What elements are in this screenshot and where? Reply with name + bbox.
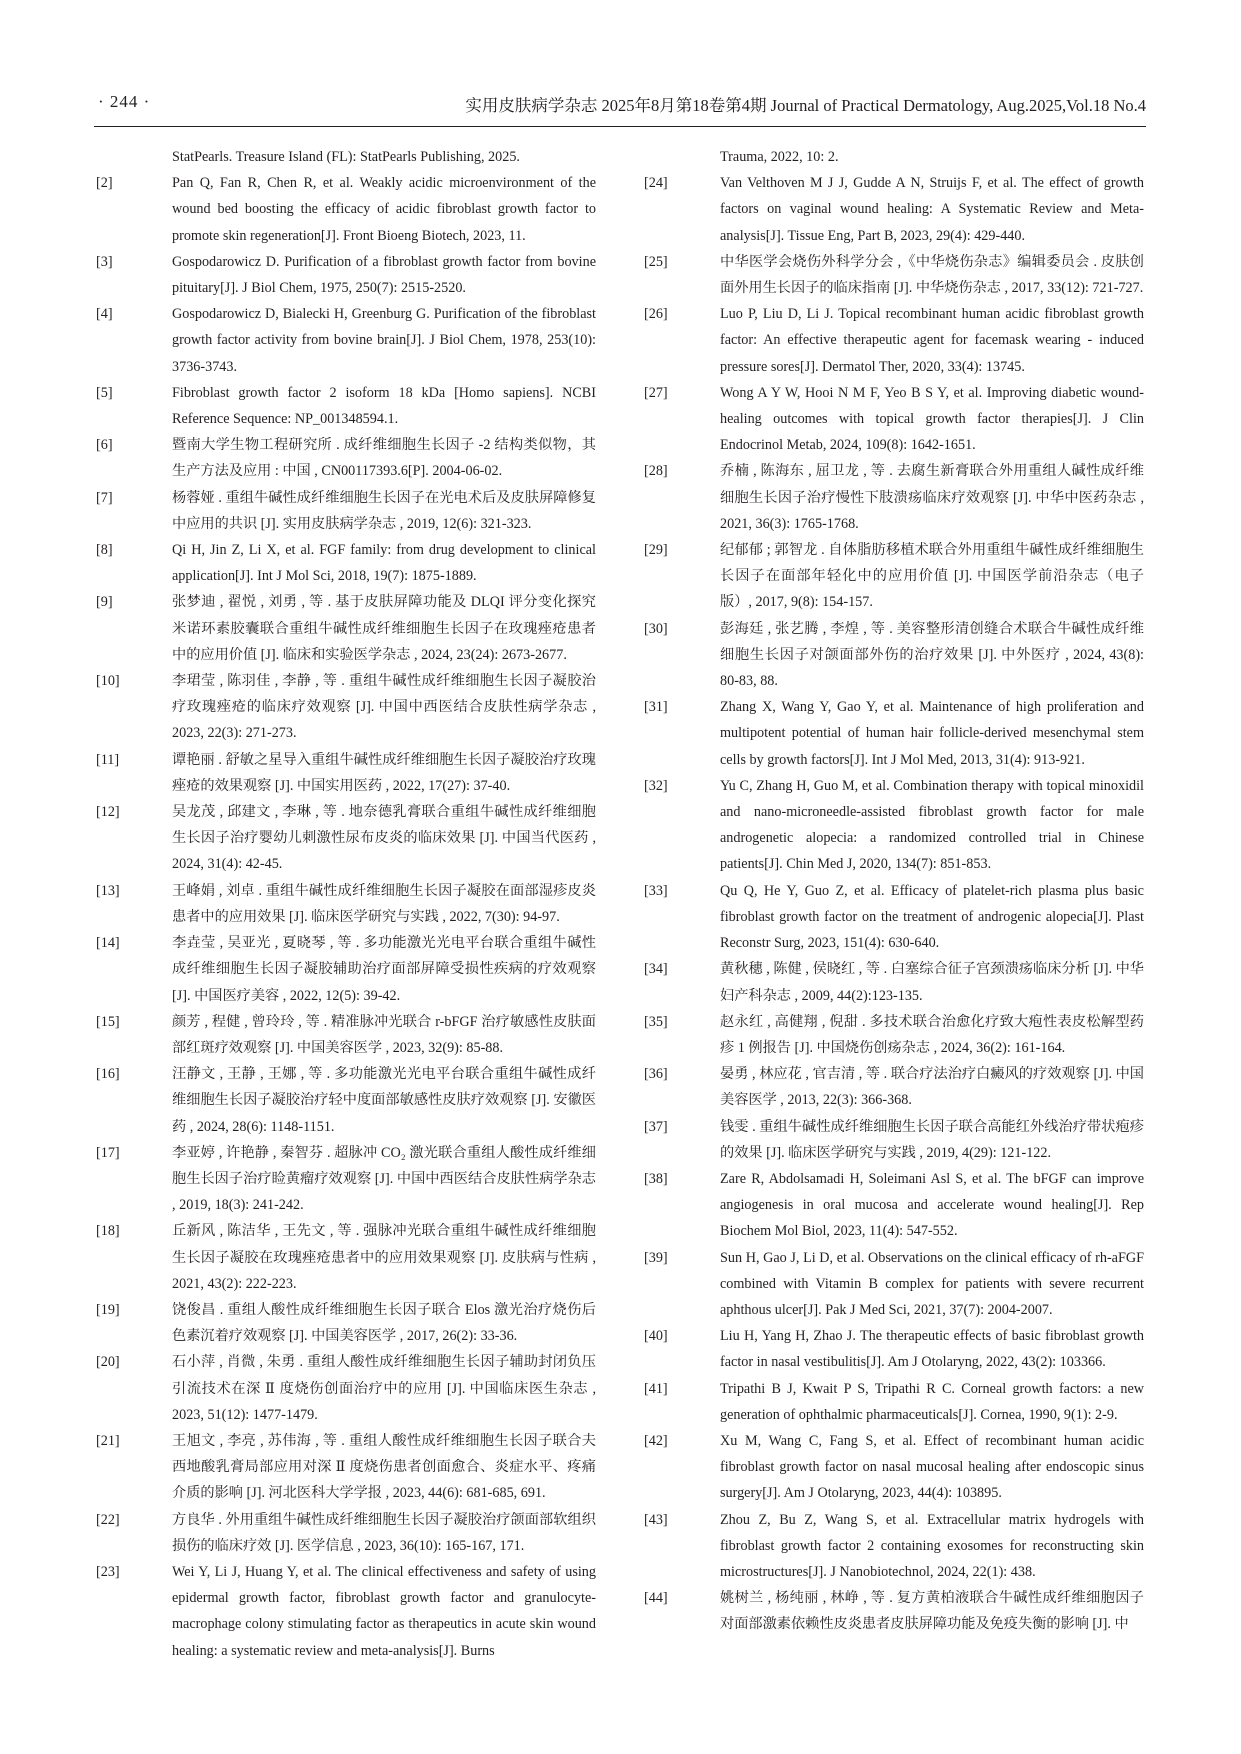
reference-entry	[94, 170, 596, 249]
reference-entry	[94, 1349, 596, 1428]
reference-text: 中华医学会烧伤外科学分会 ,《中华烧伤杂志》编辑委员会 . 皮肤创面外用生长因子的临床指南 [J]. 中华烧伤杂志 , 2017, 33(12): 721-727.	[720, 253, 1144, 297]
reference-text: Fibroblast growth factor 2 isoform 18 kDa [Homo sapiens]. NCBI Reference Sequence: NP_001348594.1.	[172, 384, 596, 428]
reference-entry	[94, 1009, 596, 1061]
reference-number: [16]	[96, 1066, 120, 1083]
reference-text: Gospodarowicz D, Bialecki H, Greenburg G. Purification of the fibroblast growth factor activity from bovine brain[J]. J Biol Chem, 1978, 253(10): 3736-3743.	[172, 306, 596, 375]
reference-number: [30]	[644, 620, 668, 637]
reference-entry	[642, 1323, 1144, 1375]
reference-number: [23]	[96, 1563, 120, 1580]
reference-number: [42]	[644, 1432, 668, 1449]
reference-entry	[642, 537, 1144, 616]
reference-text: 张梦迪 , 翟悦 , 刘勇 , 等 . 基于皮肤屏障功能及 DLQI 评分变化探究米诺环素胶囊联合重组牛碱性成纤维细胞生长因子在玫瑰痤疮患者中的应用价值 [J]. 临床和实验医学杂志 , 2024, 23(24): 2673-2677.	[172, 594, 596, 663]
reference-text: Luo P, Liu D, Li J. Topical recombinant human acidic fibroblast growth factor: An effective therapeutic agent for facemask wearing - induced pressure sores[J]. Dermatol Ther, 2020, 33(4): 13745.	[720, 306, 1144, 375]
reference-entry	[94, 747, 596, 799]
reference-number: [25]	[644, 253, 668, 270]
reference-number: [11]	[96, 751, 120, 768]
reference-number: [32]	[644, 777, 668, 794]
reference-text: Gospodarowicz D. Purification of a fibroblast growth factor from bovine pituitary[J]. J Biol Chem, 1975, 250(7): 2515-2520.	[172, 253, 596, 297]
reference-entry	[642, 1114, 1144, 1166]
reference-number: [28]	[644, 463, 668, 480]
reference-number: [26]	[644, 306, 668, 323]
running-header	[94, 92, 1146, 127]
reference-text: 丘新风 , 陈洁华 , 王先文 , 等 . 强脉冲光联合重组牛碱性成纤维细胞生长因子凝胶在玫瑰痤疮患者中的应用效果观察 [J]. 皮肤病与性病 , 2021, 43(2): 222-223.	[172, 1223, 596, 1292]
reference-number: [17]	[96, 1144, 120, 1161]
reference-entry	[94, 1218, 596, 1297]
reference-entry	[642, 144, 1144, 170]
reference-text: 暨南大学生物工程研究所 . 成纤维细胞生长因子 -2 结构类似物，其生产方法及应用 : 中国 , CN00117393.6[P]. 2004-06-02.	[172, 437, 596, 480]
reference-number: [3]	[96, 253, 113, 270]
reference-entry	[642, 1507, 1144, 1586]
reference-number: [40]	[644, 1328, 668, 1345]
reference-entry	[642, 301, 1144, 380]
reference-column-right	[642, 144, 1144, 1638]
page-number: · 244 ·	[98, 92, 151, 111]
reference-text: 汪静文 , 王静 , 王娜 , 等 . 多功能激光光电平台联合重组牛碱性成纤维细胞生长因子凝胶治疗轻中度面部敏感性皮肤疗效观察 [J]. 安徽医药 , 2024, 28(6): 1148-1151.	[172, 1066, 596, 1135]
reference-entry	[94, 1061, 596, 1140]
reference-number: [24]	[644, 175, 668, 192]
reference-entry	[642, 1428, 1144, 1507]
reference-entry	[94, 1140, 596, 1219]
reference-entry	[94, 1559, 596, 1664]
reference-entry	[94, 1428, 596, 1507]
reference-text: Trauma, 2022, 10: 2.	[720, 149, 839, 165]
reference-entry	[642, 616, 1144, 695]
reference-text: 姚树兰 , 杨纯丽 , 林峥 , 等 . 复方黄柏液联合牛碱性成纤维细胞因子对面部激素依赖性皮炎患者皮肤屏障功能及免疫失衡的影响 [J]. 中	[720, 1590, 1144, 1633]
reference-number: [27]	[644, 384, 668, 401]
reference-number: [7]	[96, 489, 113, 506]
reference-number: [18]	[96, 1223, 120, 1240]
reference-text: Zhang X, Wang Y, Gao Y, et al. Maintenance of high proliferation and multipotent potential of human hair follicle-derived mesenchymal stem cells by growth factors[J]. Int J Mol Med, 2013, 31(4): 913-921.	[720, 699, 1144, 768]
reference-number: [41]	[644, 1380, 668, 1397]
reference-entry	[642, 380, 1144, 459]
reference-number: [15]	[96, 1013, 120, 1030]
reference-entry	[94, 930, 596, 1009]
reference-entry	[642, 773, 1144, 878]
reference-text: 李亚婷 , 许艳静 , 秦智芬 . 超脉冲 CO₂ 激光联合重组人酸性成纤维细胞生长因子治疗睑黄瘤疗效观察 [J]. 中国中西医结合皮肤性病学杂志 , 2019, 18(3): 241-242.	[172, 1144, 596, 1214]
reference-text: Qi H, Jin Z, Li X, et al. FGF family: from drug development to clinical application[J]. Int J Mol Sci, 2018, 19(7): 1875-1889.	[172, 542, 596, 585]
reference-text: 石小萍 , 肖微 , 朱勇 . 重组人酸性成纤维细胞生长因子辅助封闭负压引流技术在深 Ⅱ 度烧伤创面治疗中的应用 [J]. 中国临床医生杂志 , 2023, 51(12): 1477-1479.	[172, 1354, 596, 1423]
reference-number: [33]	[644, 882, 668, 899]
reference-number: [4]	[96, 306, 113, 323]
reference-text: 颜芳 , 程健 , 曾玲玲 , 等 . 精准脉冲光联合 r-bFGF 治疗敏感性皮肤面部红斑疗效观察 [J]. 中国美容医学 , 2023, 32(9): 85-88.	[172, 1013, 596, 1056]
reference-entry	[94, 799, 596, 878]
reference-text: 李珺莹 , 陈羽佳 , 李静 , 等 . 重组牛碱性成纤维细胞生长因子凝胶治疗玫瑰痤疮的临床疗效观察 [J]. 中国中西医结合皮肤性病学杂志 , 2023, 22(3): 271-273.	[172, 673, 596, 742]
reference-entry	[94, 485, 596, 537]
reference-number: [8]	[96, 542, 113, 559]
reference-number: [35]	[644, 1013, 668, 1030]
reference-text: 晏勇 , 林应花 , 官吉清 , 等 . 联合疗法治疗白癜风的疗效观察 [J]. 中国美容医学 , 2013, 22(3): 366-368.	[720, 1066, 1144, 1109]
reference-entry	[94, 1507, 596, 1559]
reference-entry	[94, 668, 596, 747]
reference-text: 李垚莹 , 吴亚光 , 夏晓琴 , 等 . 多功能激光光电平台联合重组牛碱性成纤维细胞生长因子凝胶辅助治疗面部屏障受损性疾病的疗效观察 [J]. 中国医疗美容 , 2022, 12(5): 39-42.	[172, 935, 596, 1004]
reference-entry	[642, 694, 1144, 773]
reference-text: Wong A Y W, Hooi N M F, Yeo B S Y, et al. Improving diabetic wound-healing outcomes with topical growth factor therapies[J]. J Clin Endocrinol Metab, 2024, 109(8): 1642-1651.	[720, 384, 1144, 454]
reference-text: 钱雯 . 重组牛碱性成纤维细胞生长因子联合高能红外线治疗带状疱疹的效果 [J]. 临床医学研究与实践 , 2019, 4(29): 121-122.	[720, 1118, 1144, 1161]
reference-number: [13]	[96, 882, 120, 899]
reference-number: [39]	[644, 1249, 668, 1266]
reference-text: 吴龙茂 , 邱建文 , 李琳 , 等 . 地奈德乳膏联合重组牛碱性成纤维细胞生长因子治疗婴幼儿刺激性尿布皮炎的临床效果 [J]. 中国当代医药 , 2024, 31(4): 42-45.	[172, 804, 596, 873]
reference-entry	[94, 301, 596, 380]
reference-text: Liu H, Yang H, Zhao J. The therapeutic effects of basic fibroblast growth factor in nasal vestibulitis[J]. Am J Otolaryng, 2022, 43(2): 103366.	[720, 1328, 1144, 1371]
reference-text: StatPearls. Treasure Island (FL): StatPearls Publishing, 2025.	[172, 149, 520, 165]
reference-entry	[94, 380, 596, 432]
reference-text: 纪郁郁 ; 郭智龙 . 自体脂肪移植术联合外用重组牛碱性成纤维细胞生长因子在面部年轻化中的应用价值 [J]. 中国医学前沿杂志（电子版）, 2017, 9(8): 154-157.	[720, 542, 1144, 611]
reference-text: 谭艳丽 . 舒敏之星导入重组牛碱性成纤维细胞生长因子凝胶治疗玫瑰痤疮的效果观察 [J]. 中国实用医药 , 2022, 17(27): 37-40.	[172, 751, 596, 794]
reference-text: Wei Y, Li J, Huang Y, et al. The clinical effectiveness and safety of using epidermal growth factor, fibroblast growth factor and granulocyte-macrophage colony stimulating factor as therapeutics in acute skin wound healing: a systematic review and meta-analysis[J]. Burns	[172, 1563, 596, 1659]
reference-number: [19]	[96, 1301, 120, 1318]
reference-entry	[642, 458, 1144, 537]
reference-text: Qu Q, He Y, Guo Z, et al. Efficacy of platelet-rich plasma plus basic fibroblast growth factor on the treatment of androgenic alopecia[J]. Plast Reconstr Surg, 2023, 151(4): 630-640.	[720, 882, 1144, 952]
reference-text: 王旭文 , 李亮 , 苏伟海 , 等 . 重组人酸性成纤维细胞生长因子联合夫西地酸乳膏局部应用对深 Ⅱ 度烧伤患者创面愈合、炎症水平、疼痛介质的影响 [J]. 河北医科大学学报 , 2023, 44(6): 681-685, 691.	[172, 1432, 596, 1502]
reference-text: Sun H, Gao J, Li D, et al. Observations on the clinical efficacy of rh-aFGF combined with Vitamin B complex for patients with severe recurrent aphthous ulcer[J]. Pak J Med Sci, 2021, 37(7): 2004-2007.	[720, 1249, 1144, 1318]
reference-text: Zhou Z, Bu Z, Wang S, et al. Extracellular matrix hydrogels with fibroblast growth factor 2 containing exosomes for reconstructing skin microstructures[J]. J Nanobiotechnol, 2024, 22(1): 438.	[720, 1511, 1144, 1580]
reference-number: [29]	[644, 542, 668, 559]
reference-number: [21]	[96, 1432, 120, 1449]
reference-column-left	[94, 144, 596, 1664]
reference-entry	[94, 878, 596, 930]
reference-entry	[94, 589, 596, 668]
reference-number: [2]	[96, 175, 113, 192]
reference-entry	[642, 170, 1144, 249]
reference-entry	[642, 956, 1144, 1008]
reference-number: [6]	[96, 437, 113, 454]
reference-text: 杨蓉娅 . 重组牛碱性成纤维细胞生长因子在光电术后及皮肤屏障修复中应用的共识 [J]. 实用皮肤病学杂志 , 2019, 12(6): 321-323.	[172, 489, 596, 532]
reference-number: [43]	[644, 1511, 668, 1528]
reference-entry	[642, 1245, 1144, 1324]
reference-text: 黄秋穗 , 陈健 , 侯晓红 , 等 . 白塞综合征子宫颈溃疡临床分析 [J]. 中华妇产科杂志 , 2009, 44(2):123-135.	[720, 961, 1144, 1004]
reference-number: [38]	[644, 1170, 668, 1187]
reference-text: 乔楠 , 陈海东 , 屈卫龙 , 等 . 去腐生新膏联合外用重组人碱性成纤维细胞生长因子治疗慢性下肢溃疡临床疗效观察 [J]. 中华中医药杂志 , 2021, 36(3): 1765-1768.	[720, 463, 1144, 532]
reference-number: [36]	[644, 1066, 668, 1083]
reference-text: 饶俊昌 . 重组人酸性成纤维细胞生长因子联合 Elos 激光治疗烧伤后色素沉着疗效观察 [J]. 中国美容医学 , 2017, 26(2): 33-36.	[172, 1301, 596, 1345]
reference-entry	[642, 1585, 1144, 1637]
reference-entry	[642, 1009, 1144, 1061]
reference-entry	[642, 1061, 1144, 1113]
reference-entry	[94, 249, 596, 301]
reference-entry	[94, 537, 596, 589]
reference-text: 赵永红 , 高健翔 , 倪甜 . 多技术联合治愈化疗致大疱性表皮松解型药疹 1 例报告 [J]. 中国烧伤创疡杂志 , 2024, 36(2): 161-164.	[720, 1013, 1144, 1056]
reference-number: [14]	[96, 935, 120, 952]
reference-number: [5]	[96, 384, 113, 401]
reference-number: [34]	[644, 961, 668, 978]
reference-number: [12]	[96, 804, 120, 821]
reference-text: Tripathi B J, Kwait P S, Tripathi R C. Corneal growth factors: a new generation of ophthalmic pharmaceuticals[J]. Cornea, 1990, 9(1): 2-9.	[720, 1380, 1144, 1423]
journal-citation-line: 实用皮肤病学杂志 2025年8月第18卷第4期 Journal of Practical Dermatology, Aug.2025,Vol.18 No.4	[465, 96, 1146, 115]
reference-text: Yu C, Zhang H, Guo M, et al. Combination therapy with topical minoxidil and nano-microneedle-assisted fibroblast growth factor for male androgenetic alopecia: a randomized controlled trial in Chinese patients[J]. Chin Med J, 2020, 134(7): 851-853.	[720, 777, 1144, 873]
reference-text: Zare R, Abdolsamadi H, Soleimani Asl S, et al. The bFGF can improve angiogenesis in oral mucosa and accelerate wound healing[J]. Rep Biochem Mol Biol, 2023, 11(4): 547-552.	[720, 1170, 1144, 1240]
reference-text: 方良华 . 外用重组牛碱性成纤维细胞生长因子凝胶治疗颌面部软组织损伤的临床疗效 [J]. 医学信息 , 2023, 36(10): 165-167, 171.	[172, 1511, 596, 1554]
reference-number: [9]	[96, 594, 113, 611]
reference-number: [44]	[644, 1590, 668, 1607]
reference-text: Pan Q, Fan R, Chen R, et al. Weakly acidic microenvironment of the wound bed boosting the efficacy of acidic fibroblast growth factor to promote skin regeneration[J]. Front Bioeng Biotech, 2023, 11.	[172, 175, 596, 244]
reference-text: Xu M, Wang C, Fang S, et al. Effect of recombinant human acidic fibroblast growth factor on nasal mucosal healing after endoscopic sinus surgery[J]. Am J Otolaryng, 2023, 44(4): 103895.	[720, 1432, 1144, 1502]
reference-entry	[642, 1166, 1144, 1245]
reference-text: Van Velthoven M J J, Gudde A N, Struijs F, et al. The effect of growth factors on vaginal wound healing: A Systematic Review and Meta-analysis[J]. Tissue Eng, Part B, 2023, 29(4): 429-440.	[720, 175, 1144, 244]
reference-entry	[642, 878, 1144, 957]
reference-text: 彭海廷 , 张艺腾 , 李煌 , 等 . 美容整形清创缝合术联合牛碱性成纤维细胞生长因子对颌面部外伤的治疗效果 [J]. 中外医疗 , 2024, 43(8): 80-83, 88.	[720, 620, 1144, 690]
reference-text: 王峰娟 , 刘卓 . 重组牛碱性成纤维细胞生长因子凝胶在面部湿疹皮炎患者中的应用效果 [J]. 临床医学研究与实践 , 2022, 7(30): 94-97.	[172, 882, 596, 925]
reference-entry	[94, 144, 596, 170]
reference-number: [31]	[644, 699, 668, 716]
reference-entry	[642, 249, 1144, 301]
reference-entry	[642, 1376, 1144, 1428]
reference-number: [20]	[96, 1354, 120, 1371]
reference-entry	[94, 432, 596, 484]
reference-number: [10]	[96, 673, 120, 690]
reference-number: [22]	[96, 1511, 120, 1528]
reference-number: [37]	[644, 1118, 668, 1135]
reference-entry	[94, 1297, 596, 1349]
